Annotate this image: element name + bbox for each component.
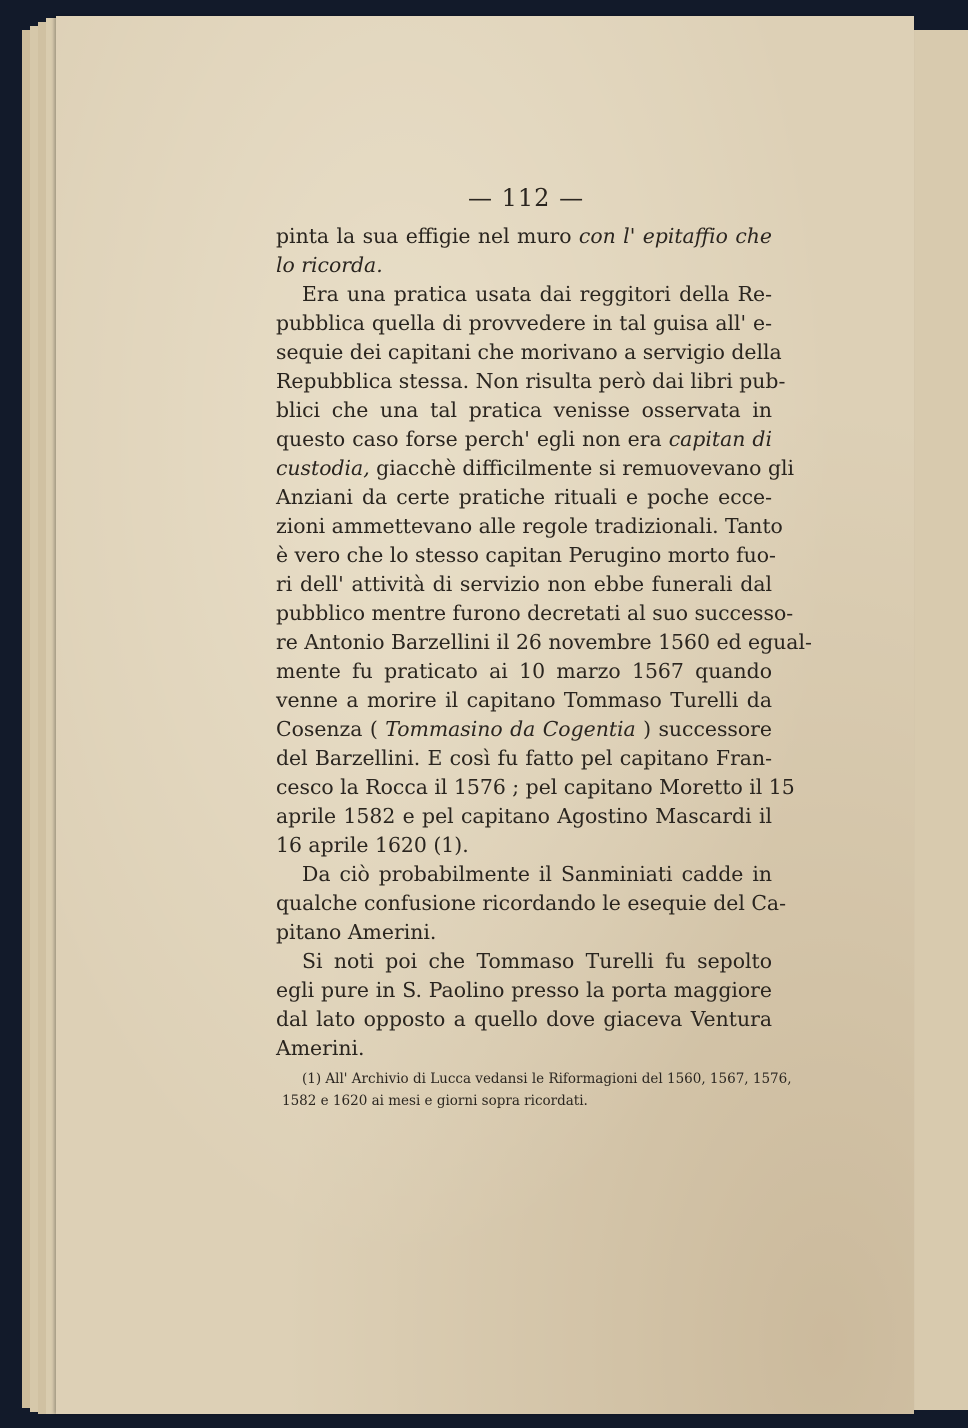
text-line: Era una pratica usata dai reggitori della Re- (302, 282, 772, 306)
paragraph (276, 860, 786, 947)
body-text (276, 222, 812, 1063)
text-line: zioni ammettevano alle regole tradizionali. Tanto (276, 514, 783, 538)
text-line: ri dell' attività di servizio non ebbe funerali dal (276, 572, 772, 596)
text-line: re Antonio Barzellini il 26 novembre 1560 ed egual- (276, 630, 812, 654)
text-line: qualche confusione ricordando le esequie del Ca- (276, 891, 786, 915)
text-line: cesco la Rocca il 1576 ; pel capitano Moretto il 15 (276, 775, 795, 799)
text-line: dal lato opposto a quello dove giaceva Ventura (276, 1007, 772, 1031)
paragraph (276, 280, 812, 860)
text-line: questo caso forse perch' egli non era capitan di (276, 427, 772, 451)
text-line: 16 aprile 1620 (1). (276, 833, 469, 857)
text-line: pitano Amerini. (276, 920, 437, 944)
text-line: sequie dei capitani che morivano a servigio della (276, 340, 782, 364)
text-line: mente fu praticato ai 10 marzo 1567 quando (276, 659, 772, 683)
text-line: è vero che lo stesso capitan Perugino morto fuo- (276, 543, 776, 567)
paragraph (276, 222, 772, 280)
text-line: pubblico mentre furono decretati al suo successo- (276, 601, 794, 625)
text-line: pinta la sua effigie nel muro con l' epitaffio che (276, 224, 772, 248)
text-line: aprile 1582 e pel capitano Agostino Mascardi il (276, 804, 772, 828)
text-line: Repubblica stessa. Non risulta però dai libri pub- (276, 369, 786, 393)
footnote-line: (1) All' Archivio di Lucca vedansi le Riformagioni del 1560, 1567, 1576, (302, 1071, 792, 1087)
text-line: egli pure in S. Paolino presso la porta maggiore (276, 978, 772, 1002)
text-line: Si noti poi che Tommaso Turelli fu sepolto (302, 949, 772, 973)
text-line: venne a morire il capitano Tommaso Turelli da (276, 688, 772, 712)
page-number: — 112 — (468, 184, 585, 212)
text-line: del Barzellini. E così fu fatto pel capitano Fran- (276, 746, 772, 770)
text-line: Cosenza ( Tommasino da Cogentia ) successore (276, 717, 772, 741)
text-line: lo ricorda. (276, 253, 383, 277)
text-line: Amerini. (276, 1036, 365, 1060)
text-line: Anziani da certe pratiche rituali e poche ecce- (276, 485, 772, 509)
text-line: pubblica quella di provvedere in tal guisa all' e- (276, 311, 772, 335)
paragraph (276, 947, 772, 1063)
footnote-line: 1582 e 1620 ai mesi e giorni sopra ricordati. (282, 1093, 588, 1109)
text-line: custodia, giacchè difficilmente si remuovevano gli (276, 456, 795, 480)
text-line: blici che una tal pratica venisse osservata in (276, 398, 772, 422)
footnote (282, 1068, 792, 1112)
text-line: Da ciò probabilmente il Sanminiati cadde in (302, 862, 772, 886)
